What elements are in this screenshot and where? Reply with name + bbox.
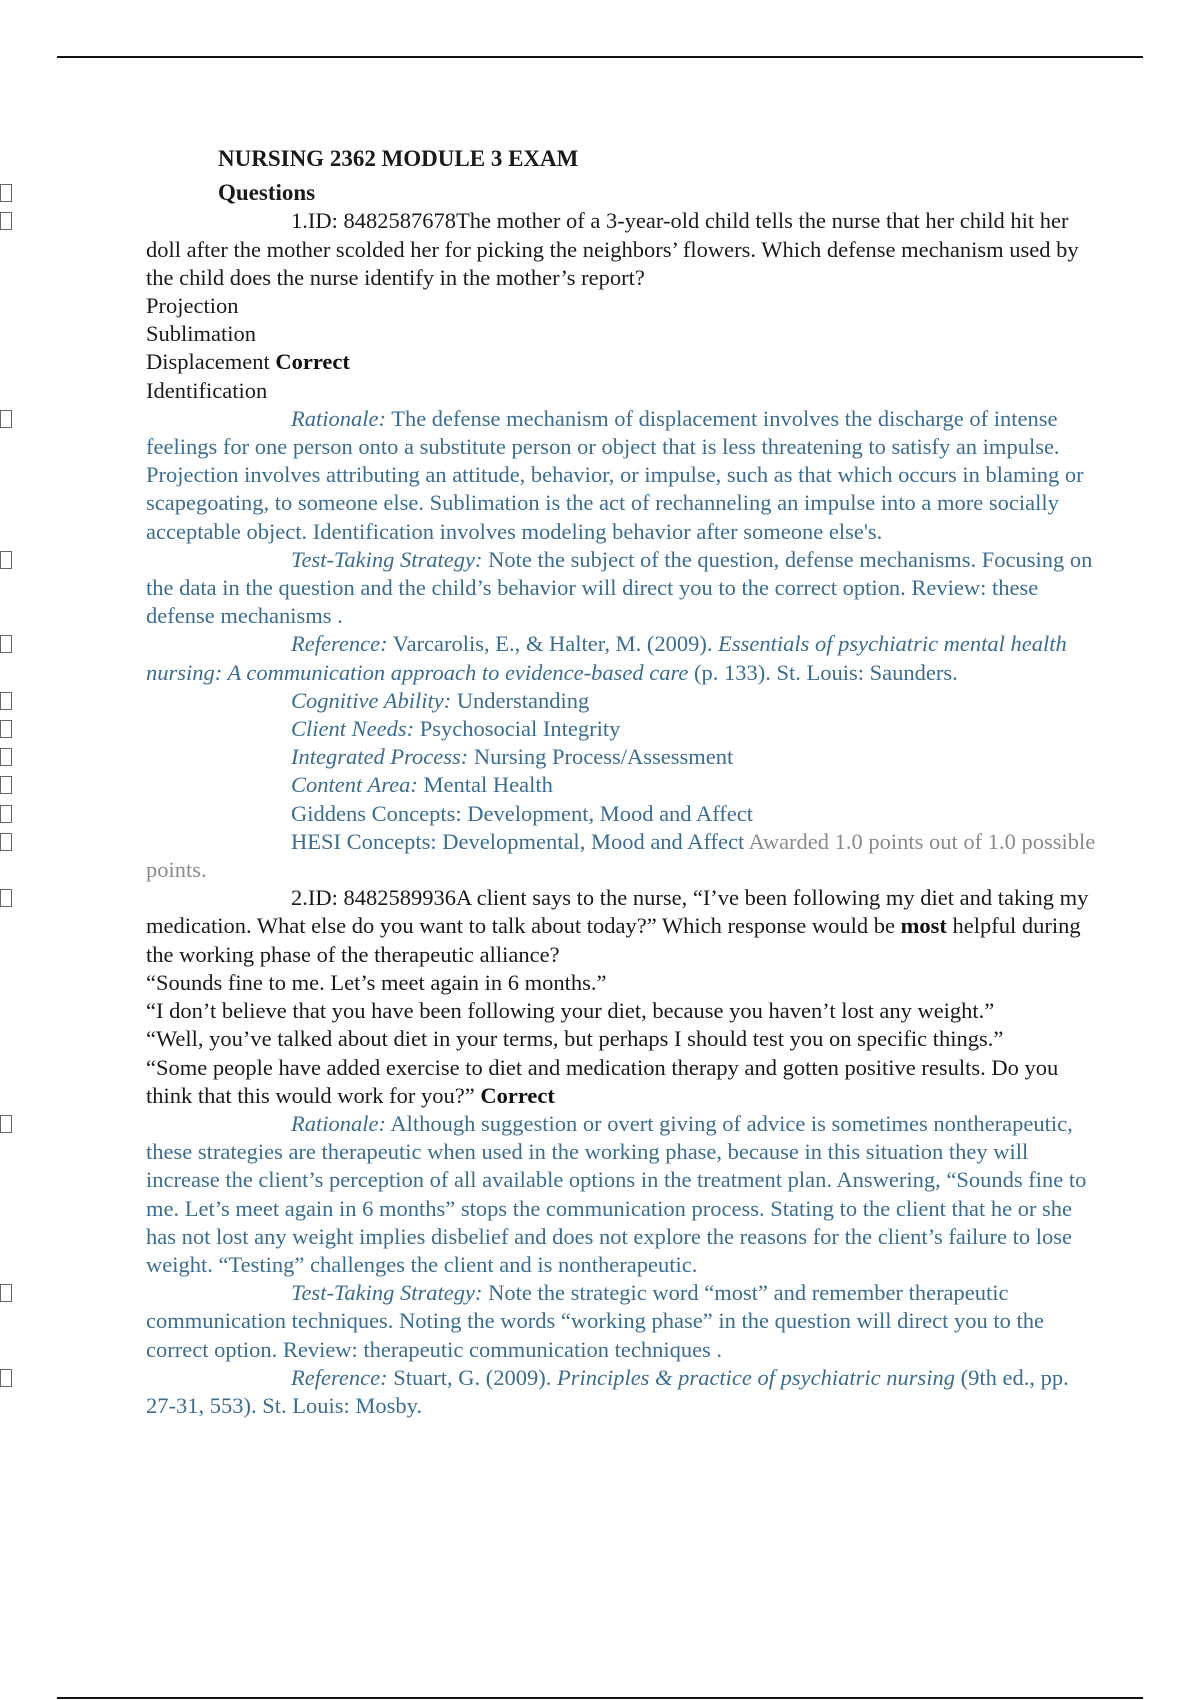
answer-option-correct xyxy=(146,1054,1096,1110)
bullet-icon xyxy=(0,1115,12,1133)
cognitive-value: Understanding xyxy=(451,687,590,713)
answer-option: Identification xyxy=(146,377,268,403)
process-label: Integrated Process: xyxy=(291,744,469,770)
rationale-text: Although suggestion or overt giving of advice is sometimes nontherapeutic, these strategies are therapeutic when used in the working phase, because in this situation they will increase the client’s perception of all available options in the treatment plan. Answering, “Sounds fine to me. Let’s meet again in 6 months” stops the communication process. Stating to the client that he or she has not lost any weight implies disbelief and does not explore the reasons for the client’s failure to lose weight. “Testing” challenges the client and is nontherapeutic. xyxy=(146,1110,1087,1277)
section-heading xyxy=(146,179,1096,207)
bullet-icon xyxy=(0,635,12,653)
answer-option-correct xyxy=(146,348,1096,376)
strategy-label: Test-Taking Strategy: xyxy=(291,1280,483,1306)
reference-title: Principles & practice of psychiatric nursing xyxy=(556,1364,956,1390)
rationale xyxy=(146,1110,1096,1279)
reference-label: Reference: xyxy=(291,1364,388,1390)
question-stem: A client says to the nurse, “I’ve been following my diet and taking my medication. What else do you want to talk about today?” Which response would be xyxy=(146,885,1089,939)
bullet-icon xyxy=(0,805,12,823)
bullet-icon xyxy=(0,212,12,230)
integrated-process xyxy=(146,743,1096,771)
reference-author: Stuart, G. (2009). xyxy=(387,1364,557,1390)
test-taking-strategy xyxy=(146,1279,1096,1364)
bullet-icon xyxy=(0,889,12,907)
bullet-icon xyxy=(0,833,12,851)
reference-author: Varcarolis, E., & Halter, M. (2009). xyxy=(387,631,719,657)
question-number: 2. xyxy=(291,885,308,911)
question-id: ID: 8482587678 xyxy=(307,208,456,234)
correct-marker: Correct xyxy=(275,349,350,375)
reference-title: Essentials of psychiatric mental health nursing: A communication approach to evidence-based care xyxy=(146,631,1067,685)
bullet-icon xyxy=(0,776,12,794)
answer-option: Sublimation xyxy=(146,321,257,347)
answer-option: “I don’t believe that you have been following your diet, because you haven’t lost any weight.” xyxy=(146,998,995,1024)
question-stem-emphasis: most xyxy=(900,913,947,939)
answer-option: Projection xyxy=(146,293,239,319)
section-heading-text: Questions xyxy=(218,180,316,206)
bullet-icon xyxy=(0,184,12,202)
question-stem: The mother of a 3-year-old child tells the nurse that her child hit her doll after the mother scolded her for picking the neighbors’ flowers. Which defense mechanism used by the child does the nurse identify in the mother’s report? xyxy=(146,208,1079,290)
bottom-rule xyxy=(57,1697,1143,1699)
rationale-label: Rationale: xyxy=(291,405,386,431)
question-2 xyxy=(146,884,1096,969)
content-value: Mental Health xyxy=(417,772,553,798)
bullet-icon xyxy=(0,1369,12,1387)
answer-option-text: Displacement xyxy=(146,349,270,375)
reference-publisher: (9th ed., pp. 27-31, 553). St. Louis: Mosby. xyxy=(146,1364,1069,1418)
client-needs xyxy=(146,715,1096,743)
answer-option-text: “Some people have added exercise to diet and medication therapy and gotten positive results. Do you think that this would work for you?” xyxy=(146,1054,1059,1108)
hesi-concepts xyxy=(146,828,1096,884)
bullet-icon xyxy=(0,692,12,710)
rationale-label: Rationale: xyxy=(291,1110,386,1136)
test-taking-strategy xyxy=(146,546,1096,631)
reference xyxy=(146,630,1096,686)
exam-content xyxy=(146,145,1096,1420)
content-label: Content Area: xyxy=(291,772,418,798)
strategy-text: Note the strategic word “most” and remember therapeutic communication techniques. Noting the words “working phase” in the question will direct you to the correct option. Review: therapeutic communication techniques . xyxy=(146,1280,1044,1362)
answer-option: “Sounds fine to me. Let’s meet again in 6 months.” xyxy=(146,969,607,995)
reference xyxy=(146,1364,1096,1420)
question-stem-end: helpful during the working phase of the therapeutic alliance? xyxy=(146,913,1081,967)
hesi-text: HESI Concepts: Developmental, Mood and Affect xyxy=(291,828,745,854)
process-value: Nursing Process/Assessment xyxy=(468,744,734,770)
bullet-icon xyxy=(0,1284,12,1302)
rationale xyxy=(146,405,1096,546)
bullet-icon xyxy=(0,551,12,569)
reference-publisher: (p. 133). St. Louis: Saunders. xyxy=(688,659,958,685)
rationale-text: The defense mechanism of displacement involves the discharge of intense feelings for one person onto a substitute person or object that is less threatening to satisfy an impulse. Projection involves attributing an attitude, behavior, or impulse, such as that which occurs in blaming or scapegoating, to someone else. Sublimation is the act of rechanneling an impulse into a more socially acceptable object. Identification involves modeling behavior after someone else's. xyxy=(146,405,1084,544)
question-1 xyxy=(146,207,1096,292)
strategy-label: Test-Taking Strategy: xyxy=(291,546,483,572)
cognitive-label: Cognitive Ability: xyxy=(291,687,452,713)
cognitive-ability xyxy=(146,687,1096,715)
correct-marker: Correct xyxy=(480,1082,555,1108)
answer-option: “Well, you’ve talked about diet in your terms, but perhaps I should test you on specific things.” xyxy=(146,1026,1004,1052)
giddens-concepts xyxy=(146,800,1096,828)
giddens-text: Giddens Concepts: Development, Mood and Affect xyxy=(291,800,753,826)
bullet-icon xyxy=(0,410,12,428)
bullet-icon xyxy=(0,748,12,766)
client-value: Psychosocial Integrity xyxy=(414,716,621,742)
page-title: NURSING 2362 MODULE 3 EXAM xyxy=(218,146,579,171)
client-label: Client Needs: xyxy=(291,716,415,742)
points-awarded: Awarded 1.0 points out of 1.0 possible points. xyxy=(146,828,1096,883)
reference-label: Reference: xyxy=(291,631,388,657)
question-id: ID: 8482589936 xyxy=(307,885,456,911)
question-number: 1. xyxy=(291,208,308,234)
content-area xyxy=(146,771,1096,799)
strategy-text: Note the subject of the question, defense mechanisms. Focusing on the data in the question and the child’s behavior will direct you to the correct option. Review: these defense mechanisms . xyxy=(146,546,1093,629)
top-rule xyxy=(57,56,1143,58)
bullet-icon xyxy=(0,720,12,738)
